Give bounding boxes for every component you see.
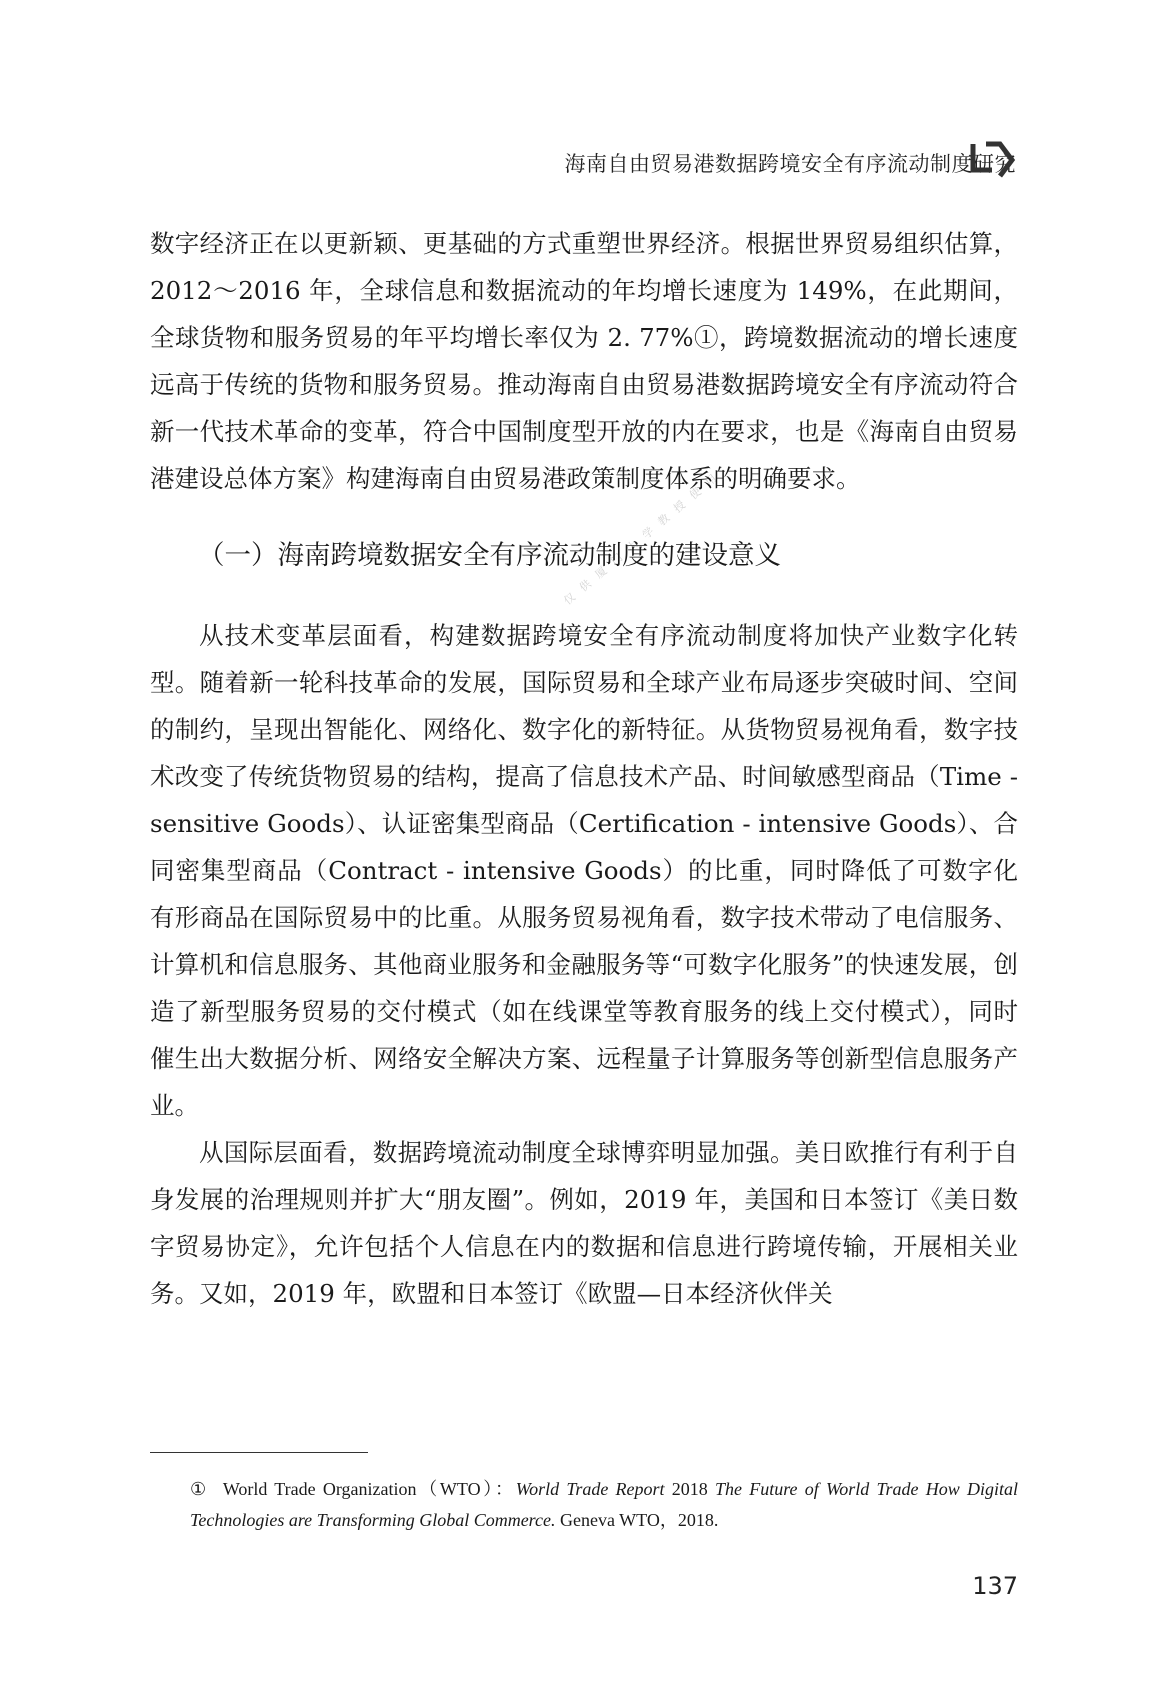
main-text	[150, 220, 1018, 1317]
footnote-subtitle: The Future of World Trade How Digital Technologies are Transforming Global Commerce.	[190, 1479, 1018, 1530]
page-number: 137	[972, 1572, 1018, 1600]
paragraph-intro: 数字经济正在以更新颖、更基础的方式重塑世界经济。根据世界贸易组织估算，2012～2016 年，全球信息和数据流动的年均增长速度为 149%，在此期间，全球货物和服务贸易的年平均增长率仅为 2. 77%①，跨境数据流动的增长速度远高于传统的货物和服务贸易。推动海南自由贸易港数据跨境安全有序流动符合新一代技术革命的变革，符合中国制度型开放的内在要求，也是《海南自由贸易港建设总体方案》构建海南自由贸易港政策制度体系的明确要求。	[150, 229, 1018, 493]
footnote-title: World Trade Report	[515, 1479, 665, 1499]
watermark: 仅 供 厦 门 大 学 教 授 使 用	[561, 469, 722, 608]
footnote-year: 2018	[664, 1479, 715, 1499]
footnote-org: World Trade Organization（WTO）：	[222, 1479, 516, 1499]
chapter-corner-icon	[970, 140, 1018, 180]
section-heading: （一）海南跨境数据安全有序流动制度的建设意义	[198, 540, 781, 571]
paragraph-international: 从国际层面看，数据跨境流动制度全球博弈明显加强。美日欧推行有利于自身发展的治理规则并扩大“朋友圈”。例如，2019 年，美国和日本签订《美日数字贸易协定》，允许包括个人信息在内的数据和信息进行跨境传输，开展相关业务。又如，2019 年，欧盟和日本签订《欧盟—日本经济伙伴关	[150, 1138, 1018, 1308]
paragraph-technology: 从技术变革层面看，构建数据跨境安全有序流动制度将加快产业数字化转型。随着新一轮科技革命的发展，国际贸易和全球产业布局逐步突破时间、空间的制约，呈现出智能化、网络化、数字化的新特征。从货物贸易视角看，数字技术改变了传统货物贸易的结构，提高了信息技术产品、时间敏感型商品（Time - sensitive Goods）、认证密集型商品（Certification - intensive Goods）、合同密集型商品（Contract - intensive Goods）的比重，同时降低了可数字化有形商品在国际贸易中的比重。从服务贸易视角看，数字技术带动了电信服务、计算机和信息服务、其他商业服务和金融服务等“可数字化服务”的快速发展，创造了新型服务贸易的交付模式（如在线课堂等教育服务的线上交付模式），同时催生出大数据分析、网络安全解决方案、远程量子计算服务等创新型信息服务产业。	[150, 621, 1018, 1120]
footnote-publisher: Geneva WTO，2018.	[555, 1510, 719, 1530]
footnote-divider	[150, 1452, 368, 1453]
footnote-marker: ①	[190, 1479, 209, 1499]
running-header: 海南自由贸易港数据跨境安全有序流动制度研究	[564, 152, 1016, 176]
footnote	[190, 1474, 1018, 1536]
